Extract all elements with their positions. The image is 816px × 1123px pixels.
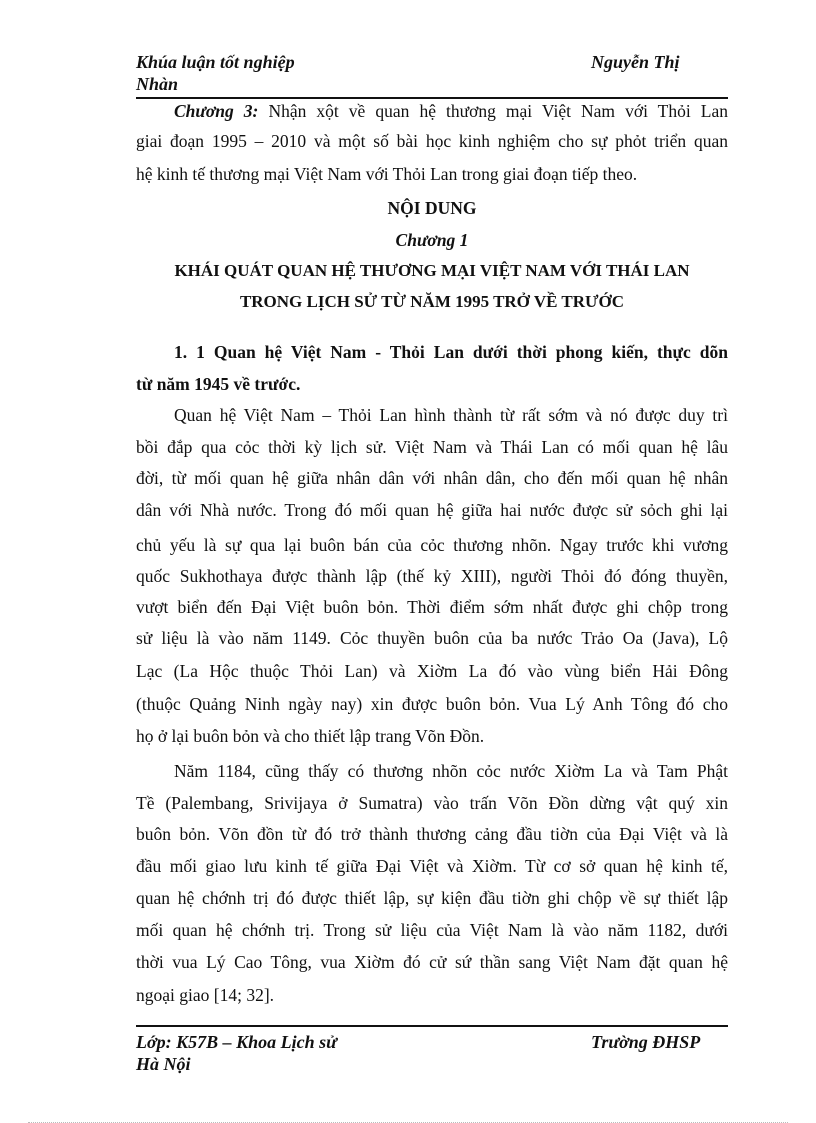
chapter-label: Chương 1 <box>395 230 469 250</box>
intro-line-3: hệ kinh tế thương mại Việt Nam với Thỏi Lan trong giai đoạn tiếp theo. <box>136 164 638 184</box>
header-thesis-title: Khúa luận tốt nghiệp <box>136 52 295 72</box>
paragraph-1-line: dân với Nhà nước. Trong đó mối quan hệ giữa hai nước được sử sỏch ghi lại <box>136 500 728 520</box>
paragraph-1-line: quốc Sukhothaya được thành lập (thế kỷ XIII), người Thỏi đó đóng thuyền, <box>136 566 728 586</box>
paragraph-1-line: sử liệu là vào năm 1149. Cỏc thuyền buôn của ba nước Trảo Oa (Java), Lộ <box>136 628 728 648</box>
intro-line-2: giai đoạn 1995 – 2010 và một số bài học kinh nghiệm cho sự phỏt triển quan <box>136 131 728 151</box>
header-author: Nguyễn Thị <box>591 52 680 72</box>
paragraph-1-line: (thuộc Quảng Ninh ngày nay) xin được buôn bỏn. Vua Lý Anh Tông đó cho <box>136 694 728 714</box>
subheading-line-1: 1. 1 Quan hệ Việt Nam - Thỏi Lan dưới thời phong kiến, thực dõn <box>174 342 728 362</box>
footer-class: Lớp: K57B – Khoa Lịch sử <box>136 1032 337 1052</box>
footer-university: Trường ĐHSP <box>591 1032 701 1052</box>
paragraph-2-line: Năm 1184, cũng thấy có thương nhõn cỏc nước Xiờm La và Tam Phật <box>174 761 728 781</box>
chapter-3-label: Chương 3: <box>174 101 259 121</box>
footer-rule <box>136 1025 728 1027</box>
paragraph-1-line: Quan hệ Việt Nam – Thỏi Lan hình thành từ rất sớm và nó được duy trì <box>174 405 728 425</box>
paragraph-2-line: ngoại giao [14; 32]. <box>136 985 275 1005</box>
header-rule <box>136 97 728 99</box>
paragraph-1-line: vượt biển đến Đại Việt buôn bỏn. Thời điểm sớm nhất được ghi chộp trong <box>136 597 728 617</box>
paragraph-2-line: đầu mối giao lưu kinh tế giữa Đại Việt và Xiờm. Từ cơ sở quan hệ kinh tế, <box>136 856 728 876</box>
paragraph-1-line: bồi đắp qua cỏc thời kỳ lịch sử. Việt Nam và Thái Lan có mối quan hệ lâu <box>136 437 728 457</box>
paragraph-2-line: mối quan hệ chớnh trị. Trong sử liệu của Việt Nam là vào năm 1182, dưới <box>136 920 728 940</box>
chapter-title-line-1: KHÁI QUÁT QUAN HỆ THƯƠNG MẠI VIỆT NAM VỚI THÁI LAN <box>174 261 690 280</box>
footer-city: Hà Nội <box>136 1054 191 1074</box>
paragraph-1-line: chủ yếu là sự qua lại buôn bán của cỏc thương nhõn. Ngay trước khi vương <box>136 535 728 555</box>
paragraph-1-line: họ ở lại buôn bỏn và cho thiết lập trang Võn Đồn. <box>136 726 485 746</box>
subheading-line-2: từ năm 1945 về trước. <box>136 374 301 394</box>
chapter-title-line-2: TRONG LỊCH SỬ TỪ NĂM 1995 TRỞ VỀ TRƯỚC <box>239 292 625 311</box>
paragraph-1-line: đời, từ mối quan hệ giữa nhân dân với nhân dân, cho đến mối quan hệ nhân <box>136 468 728 488</box>
paragraph-2-line: thời vua Lý Cao Tông, vua Xiờm đó cử sứ thần sang Việt Nam đặt quan hệ <box>136 952 728 972</box>
intro-text: Nhận xột về quan hệ thương mại Việt Nam với Thỏi Lan <box>258 101 728 121</box>
paragraph-2-line: buôn bỏn. Võn đồn từ đó trở thành thương cảng đầu tiờn của Đại Việt và là <box>136 824 728 844</box>
intro-line-1 <box>136 101 728 122</box>
paragraph-2-line: Tề (Palembang, Srivijaya ở Sumatra) vào trấn Võn Đồn dừng vật quý xin <box>136 793 728 813</box>
paragraph-1-line: Lạc (La Hộc thuộc Thỏi Lan) và Xiờm La đó vào vùng biển Hải Đông <box>136 661 728 681</box>
header-author-continued: Nhàn <box>136 74 179 94</box>
paragraph-2-line: quan hệ chớnh trị đó được thiết lập, sự kiện đầu tiờn ghi chộp về sự thiết lập <box>136 888 728 908</box>
section-title: NỘI DUNG <box>387 198 477 218</box>
